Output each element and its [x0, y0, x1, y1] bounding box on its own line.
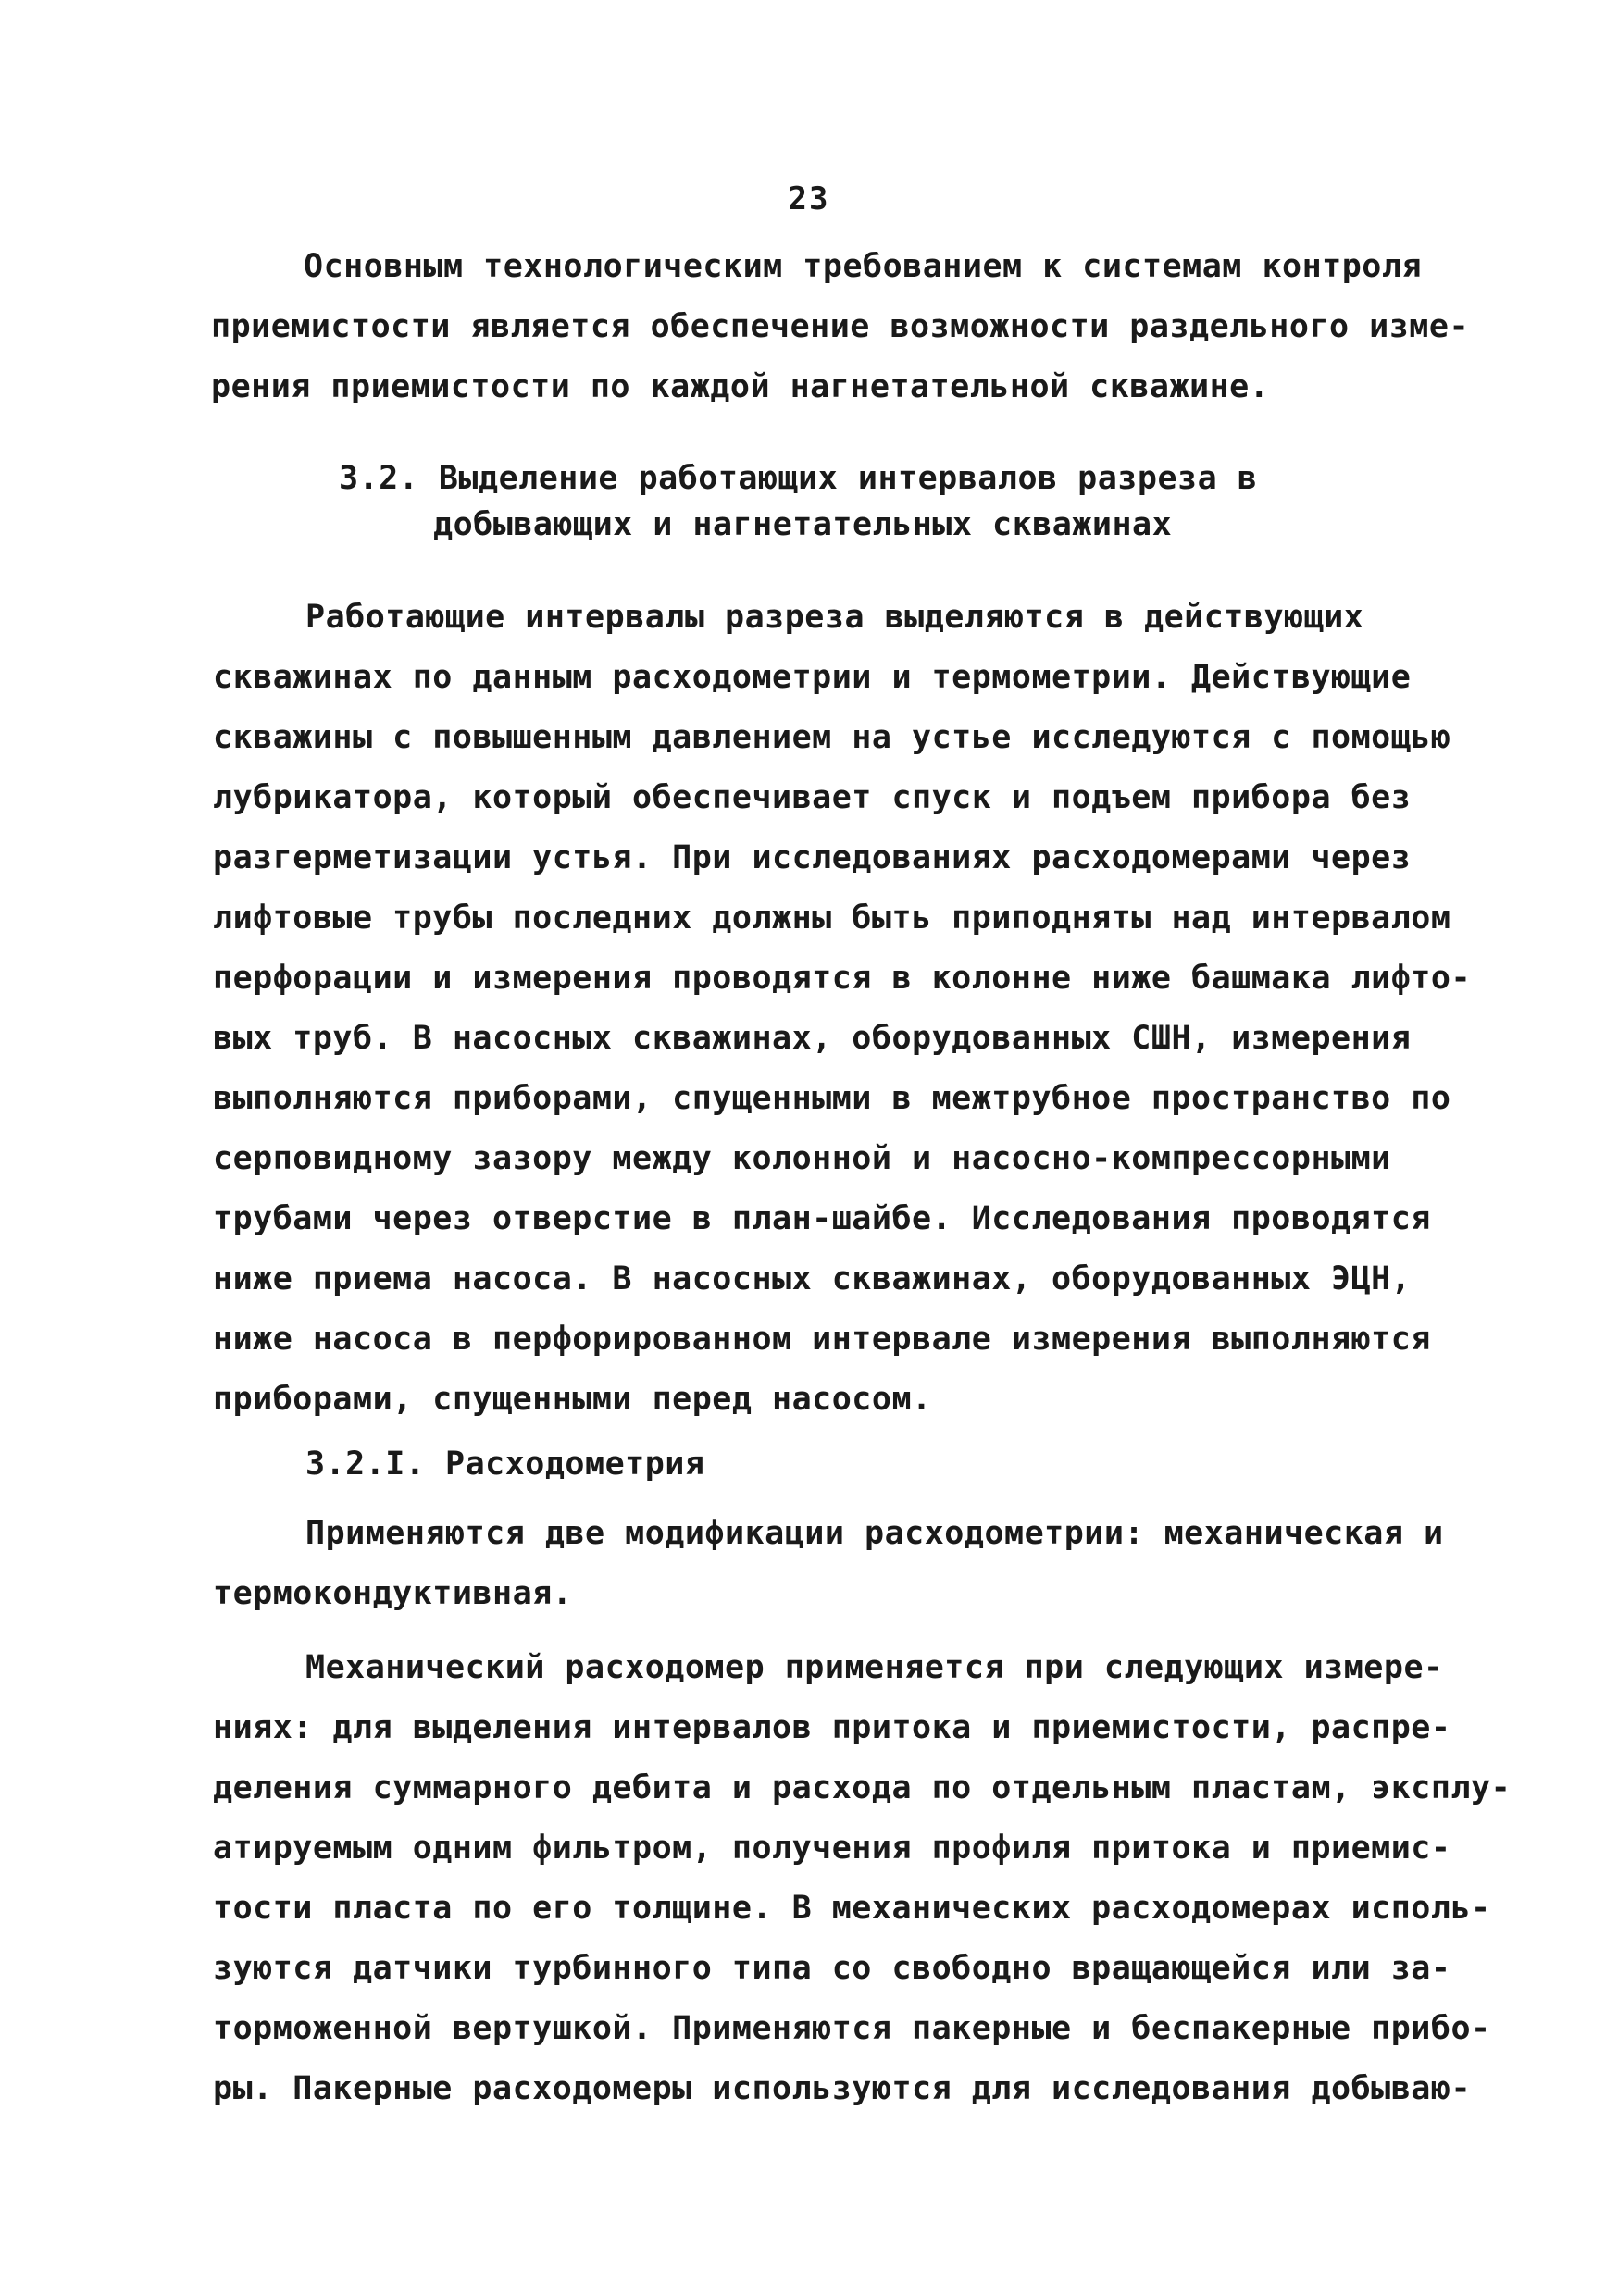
section-body-line-8: вых труб. В насосных скважинах, оборудованных СШН, измерения — [213, 1020, 1412, 1057]
section-body-line-11: трубами через отверстие в план-шайбе. Исследования проводятся — [213, 1200, 1431, 1237]
subsection-body-line-2: термокондуктивная. — [213, 1575, 573, 1612]
section-heading-line-2: добывающих и нагнетательных скважинах — [433, 506, 1173, 543]
page-number: 23 — [788, 180, 830, 217]
section-body-line-7: перфорации и измерения проводятся в колонне ниже башмака лифто- — [213, 960, 1472, 997]
subsection-heading: 3.2.I. Расходометрия — [305, 1446, 705, 1483]
section-body-line-1: Работающие интервалы разреза выделяются в действующих — [305, 599, 1364, 636]
section-body-line-4: лубрикатора, который обеспечивает спуск и подъем прибора без — [213, 779, 1412, 816]
subsection-body-line-3: Механический расходомер применяется при следующих измере- — [305, 1649, 1444, 1686]
section-body-line-6: лифтовые трубы последних должны быть приподняты над интервалом — [213, 900, 1451, 937]
subsection-body-line-7: тости пласта по его толщине. В механических расходомерах исполь- — [213, 1890, 1491, 1927]
subsection-body-line-1: Применяются две модификации расходометрии: механическая и — [305, 1515, 1444, 1552]
section-body-line-9: выполняются приборами, спущенными в межтрубное пространство по — [213, 1080, 1451, 1117]
section-body-line-12: ниже приема насоса. В насосных скважинах, оборудованных ЭЦН, — [213, 1260, 1412, 1297]
section-body-line-13: ниже насоса в перфорированном интервале измерения выполняются — [213, 1321, 1431, 1358]
subsection-body-line-5: деления суммарного дебита и расхода по отдельным пластам, эксплу- — [213, 1769, 1512, 1806]
subsection-body-line-4: ниях: для выделения интервалов притока и приемистости, распре- — [213, 1709, 1451, 1746]
section-body-line-2: скважинах по данным расходометрии и термометрии. Действующие — [213, 659, 1412, 696]
section-body-line-14: приборами, спущенными перед насосом. — [213, 1381, 932, 1418]
subsection-body-line-6: атируемым одним фильтром, получения профиля притока и приемис- — [213, 1830, 1451, 1867]
section-body-line-3: скважины с повышенным давлением на устье исследуются с помощью — [213, 719, 1451, 756]
section-body-line-5: разгерметизации устья. При исследованиях расходомерами через — [213, 839, 1412, 876]
intro-line-2: приемистости является обеспечение возможности раздельного изме- — [211, 308, 1470, 345]
subsection-body-line-10: ры. Пакерные расходомеры используются для исследования добываю- — [213, 2070, 1472, 2107]
intro-line-3: рения приемистости по каждой нагнетательной скважине. — [211, 368, 1270, 405]
subsection-body-line-9: торможенной вертушкой. Применяются пакерные и беспакерные прибо- — [213, 2010, 1491, 2047]
section-heading-line-1: 3.2. Выделение работающих интервалов разреза в — [339, 460, 1258, 497]
subsection-body-line-8: зуются датчики турбинного типа со свободно вращающейся или за- — [213, 1950, 1451, 1987]
intro-line-1: Основным технологическим требованием к системам контроля — [304, 248, 1423, 285]
section-body-line-10: серповидному зазору между колонной и насосно-компрессорными — [213, 1140, 1391, 1177]
